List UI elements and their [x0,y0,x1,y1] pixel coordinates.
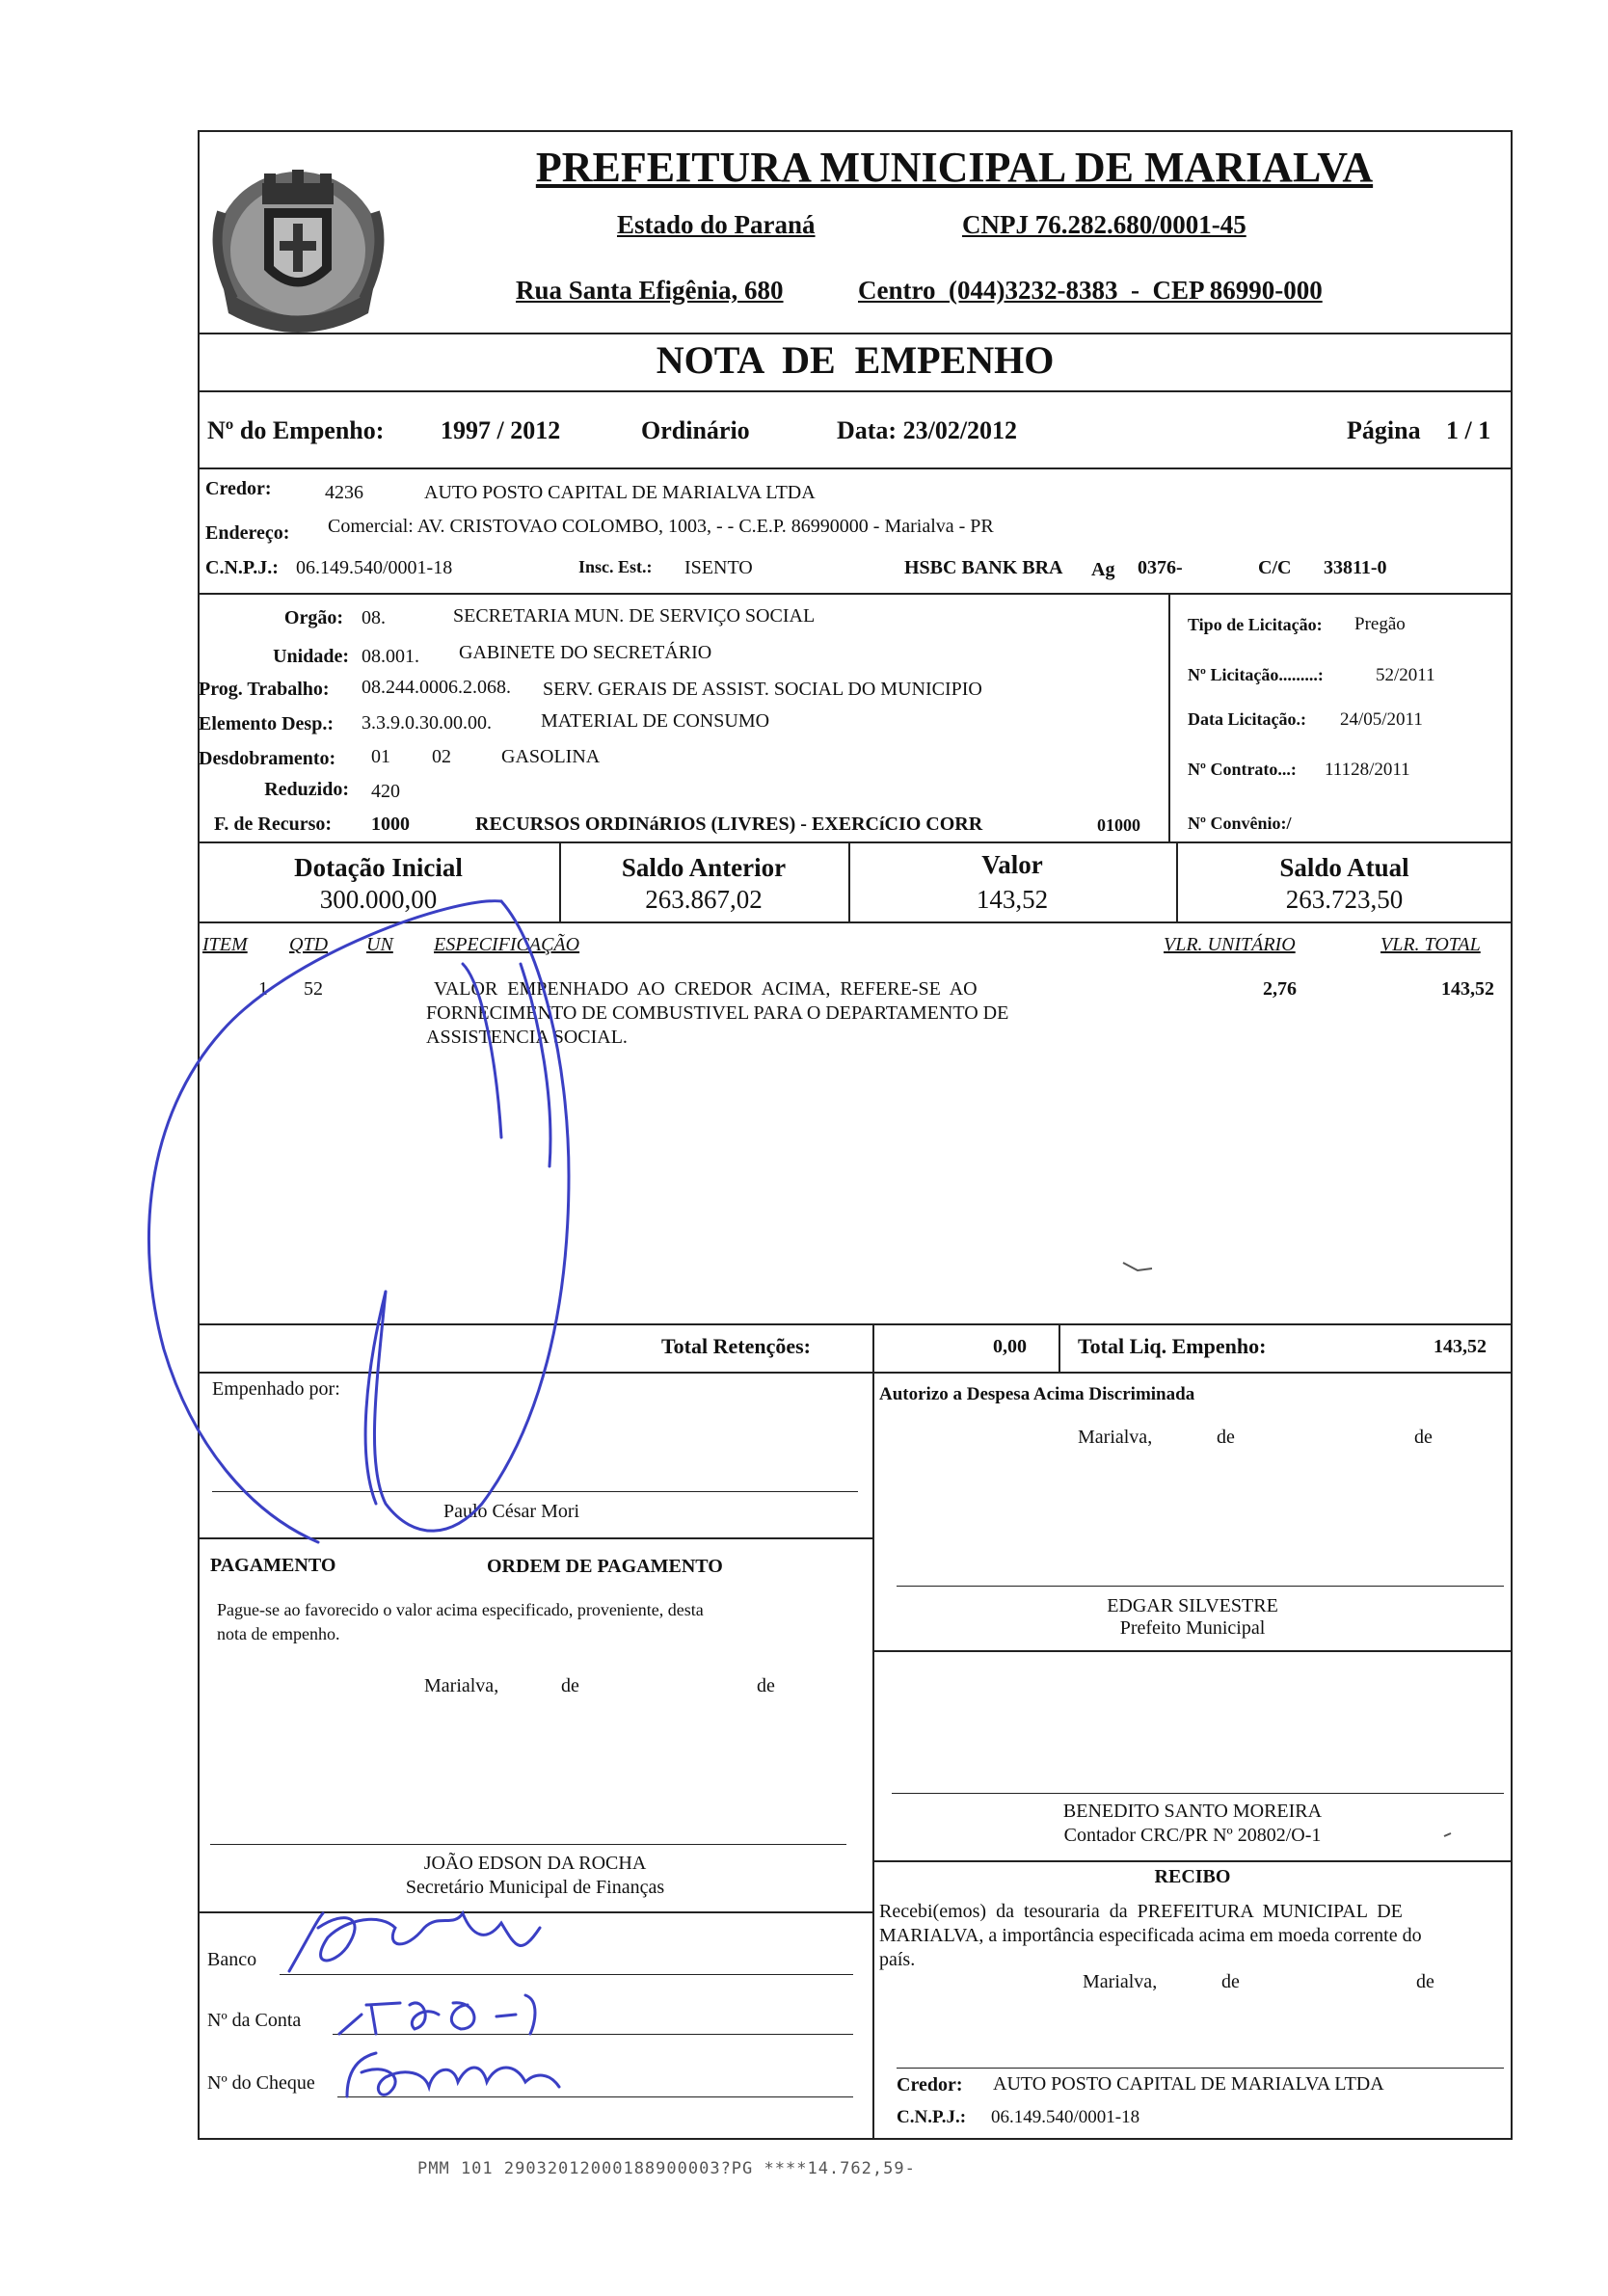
page-number: 1 / 1 [1446,416,1491,444]
bank-cc: 33811-0 [1324,557,1387,578]
autorizo-city: Marialva, [1078,1427,1153,1448]
orgao-name: SECRETARIA MUN. DE SERVIÇO SOCIAL [453,605,816,627]
autorizo-de2: de [1414,1427,1433,1448]
recibo-title: RECIBO [1154,1866,1231,1887]
item-spec-line2: FORNECIMENTO DE COMBUSTIVEL PARA O DEPARTAMENTO DE [426,1002,1009,1024]
tipo-licitacao: Pregão [1354,614,1406,634]
recibo-credor-label: Credor: [897,2074,963,2096]
desd-label: Desdobramento: [199,748,336,769]
header-street: Rua Santa Efigênia, 680 [516,276,784,305]
pagamento-de2: de [757,1675,775,1696]
recibo-cnpj: 06.149.540/0001-18 [991,2107,1140,2127]
bank-ag: 0376- [1138,557,1183,578]
pagamento-de1: de [561,1675,579,1696]
empenho-type: Ordinário [641,416,750,444]
unidade-code: 08.001. [362,646,419,667]
credor-label: Credor: [205,478,272,499]
insc-label: Insc. Est.: [578,557,653,576]
header-title: PREFEITURA MUNICIPAL DE MARIALVA [535,144,1374,191]
pagamento-city: Marialva, [424,1675,499,1696]
prog-name: SERV. GERAIS DE ASSIST. SOCIAL DO MUNICIPIO [543,679,982,700]
item-spec-line3: ASSISTENCIA SOCIAL. [426,1027,628,1048]
col-qtd: QTD [289,934,329,955]
red-value: 420 [371,781,400,802]
recibo-line2: MARIALVA, a importância especificada acima em moeda corrente do [879,1925,1422,1946]
num-licitacao-label: Nº Licitação.........: [1188,665,1324,684]
rec-label: F. de Recurso: [214,814,333,835]
banco-label: Banco [207,1949,257,1970]
col-unit-value: VLR. UNITÁRIO [1164,934,1296,955]
item-unit-value: 2,76 [1263,978,1297,1000]
liq-label: Total Liq. Empenho: [1078,1334,1267,1358]
prefeito-role: Prefeito Municipal [1119,1617,1266,1639]
bank-name: HSBC BANK BRA [904,557,1063,578]
retencoes-label: Total Retenções: [661,1334,811,1358]
convenio-label: Nº Convênio:/ [1188,814,1292,833]
cheque-label: Nº do Cheque [207,2072,315,2094]
desd-b: 02 [432,746,451,767]
data-licitacao: 24/05/2011 [1340,709,1423,730]
secretario-role: Secretário Municipal de Finanças [405,1877,665,1898]
contrato-label: Nº Contrato...: [1188,760,1297,779]
desd-name: GASOLINA [501,746,601,767]
recibo-line1: Recebi(emos) da tesouraria da PREFEITURA MUNICIPAL DE [879,1901,1403,1922]
autorizo-de1: de [1217,1427,1235,1448]
liq-value: 143,52 [1434,1336,1487,1357]
rec-code: 1000 [371,814,410,835]
valor-value: 143,52 [976,885,1049,914]
data-licitacao-label: Data Licitação.: [1188,709,1306,729]
desd-a: 01 [371,746,390,767]
credor-cnpj-label: C.N.P.J.: [205,557,279,578]
red-label: Reduzido: [264,779,349,800]
page-label: Página [1347,416,1421,444]
contrato-value: 11128/2011 [1325,760,1410,780]
address-label: Endereço: [205,522,290,544]
item-number: 1 [258,978,268,1000]
recibo-line3: país. [879,1949,916,1970]
doc-title: NOTA DE EMPENHO [656,338,1055,382]
header-contact: Centro (044)3232-8383 - CEP 86990-000 [858,276,1323,305]
recibo-de1: de [1221,1971,1240,1992]
prog-label: Prog. Trabalho: [199,679,330,700]
autorizo-label: Autorizo a Despesa Acima Discriminada [879,1384,1195,1404]
credor-cnpj: 06.149.540/0001-18 [296,557,453,578]
col-item: ITEM [202,934,248,955]
saldo-atual-label: Saldo Atual [1279,853,1409,882]
secretario-name: JOÃO EDSON DA ROCHA [423,1853,647,1874]
orgao-label: Orgão: [283,607,343,628]
num-licitacao: 52/2011 [1376,665,1435,685]
prog-code: 08.244.0006.2.068. [362,677,511,698]
empenho-date: Data: 23/02/2012 [837,416,1018,444]
contador-role: Contador CRC/PR Nº 20802/O-1 [1063,1825,1322,1846]
unidade-name: GABINETE DO SECRETÁRIO [459,642,712,663]
ordem-pagamento: ORDEM DE PAGAMENTO [487,1556,723,1577]
col-un: UN [366,934,393,955]
elem-label: Elemento Desp.: [199,713,334,734]
orgao-code: 08. [362,607,386,628]
empenho-number: 1997 / 2012 [441,416,561,444]
insc-value: ISENTO [684,557,753,578]
item-qtd: 52 [304,978,323,1000]
unidade-label: Unidade: [273,646,349,667]
saldo-anterior-label: Saldo Anterior [621,853,787,882]
prefeito-name: EDGAR SILVESTRE [1107,1595,1278,1616]
item-spec-line1: VALOR EMPENHADO AO CREDOR ACIMA, REFERE-SE AO [434,978,978,1000]
rec-num: 01000 [1097,815,1140,835]
recibo-city: Marialva, [1083,1971,1158,1992]
dotacao-value: 300.000,00 [319,885,438,914]
recibo-de2: de [1416,1971,1434,1992]
credor-name: AUTO POSTO CAPITAL DE MARIALVA LTDA [424,482,816,503]
saldo-anterior-value: 263.867,02 [645,885,763,914]
empenhado-signer: Paulo César Mori [443,1501,580,1522]
header-cnpj: CNPJ 76.282.680/0001-45 [962,210,1246,239]
retencoes-value: 0,00 [993,1336,1027,1357]
rec-name: RECURSOS ORDINáRIOS (LIVRES) - EXERCíCIO CORR [475,814,983,835]
elem-name: MATERIAL DE CONSUMO [541,710,770,732]
footer-machine-code: PMM 101 29032012000188900003?PG ****14.762,59- [417,2159,916,2178]
elem-code: 3.3.9.0.30.00.00. [362,712,492,734]
contador-name: BENEDITO SANTO MOREIRA [1062,1801,1323,1822]
empenhado-label: Empenhado por: [212,1378,340,1400]
recibo-cnpj-label: C.N.P.J.: [897,2107,967,2127]
tipo-licitacao-label: Tipo de Licitação: [1188,615,1323,634]
pagamento-text-line1: Pague-se ao favorecido o valor acima especificado, proveniente, desta [217,1600,704,1619]
bank-cc-label: C/C [1258,557,1292,578]
valor-label: Valor [981,850,1043,879]
header-state: Estado do Paraná [617,210,816,239]
bank-ag-label: Ag [1091,559,1115,580]
pagamento-text-line2: nota de empenho. [217,1624,340,1643]
saldo-atual-value: 263.723,50 [1285,885,1404,914]
dotacao-label: Dotação Inicial [294,853,463,882]
pagamento-label: PAGAMENTO [210,1555,336,1576]
credor-code: 4236 [325,482,363,503]
col-total-value: VLR. TOTAL [1380,934,1481,955]
empenho-label: Nº do Empenho: [207,416,385,444]
conta-label: Nº da Conta [207,2010,302,2031]
col-spec: ESPECIFICAÇÃO [434,934,580,955]
credor-address: Comercial: AV. CRISTOVAO COLOMBO, 1003, - - C.E.P. 86990000 - Marialva - PR [328,516,994,537]
item-total-value: 143,52 [1441,978,1494,1000]
recibo-credor: AUTO POSTO CAPITAL DE MARIALVA LTDA [993,2073,1384,2095]
